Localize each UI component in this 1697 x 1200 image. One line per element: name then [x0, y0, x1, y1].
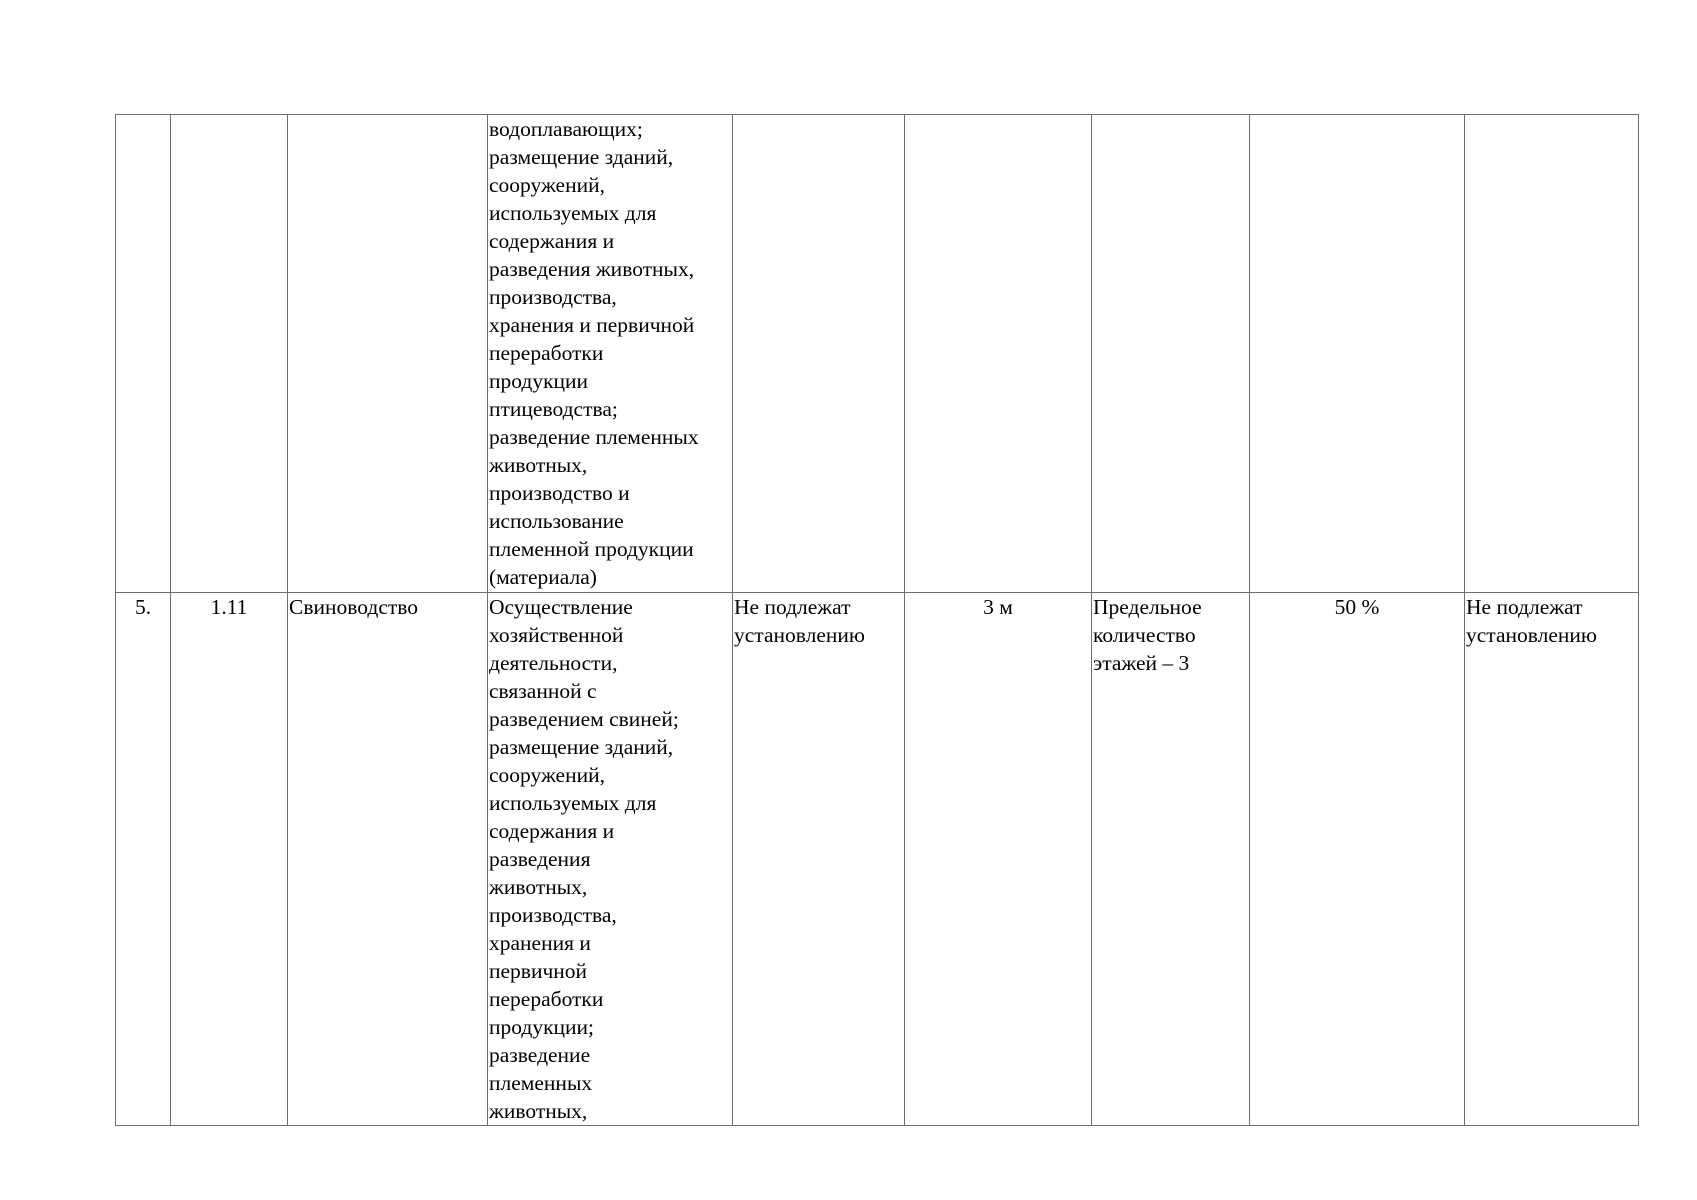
description-line: разведением свиней; [489, 707, 679, 731]
description-line: водоплавающих; [489, 117, 643, 141]
setback-cell: 3 м [905, 593, 1092, 1126]
other-params-line: Не подлежат [1466, 595, 1583, 619]
other-params-cell [1465, 593, 1639, 1126]
description-line: деятельности, [489, 651, 618, 675]
table-row [116, 593, 1639, 1126]
description-line: Осуществление [489, 595, 633, 619]
description-line: разведение [489, 1043, 591, 1067]
description-line: разведение племенных [489, 425, 699, 449]
description-line: переработки [489, 987, 604, 1011]
description-line: птицеводства; [489, 397, 618, 421]
description-line: используемых для [489, 201, 657, 225]
name-cell: Свиноводство [288, 593, 488, 1126]
row-number-cell: 5. [116, 593, 171, 1126]
land-use-table [115, 114, 1639, 1126]
description-line: содержания и [489, 229, 615, 253]
min-size-line: установлению [734, 623, 865, 647]
setback-cell [905, 115, 1092, 593]
description-line: продукции; [489, 1015, 595, 1039]
floors-line: этажей – 3 [1093, 651, 1190, 675]
description-line: производства, [489, 903, 617, 927]
description-line: использование [489, 509, 624, 533]
other-params-cell [1465, 115, 1639, 593]
description-line: разведения [489, 847, 591, 871]
coverage-cell: 50 % [1250, 593, 1465, 1126]
coverage-cell [1250, 115, 1465, 593]
table-row [116, 115, 1639, 593]
min-size-cell [733, 593, 905, 1126]
min-size-line: Не подлежат [734, 595, 851, 619]
description-cell [488, 593, 733, 1126]
row-number-cell [116, 115, 171, 593]
description-line: разведения животных, [489, 257, 695, 281]
min-size-cell [733, 115, 905, 593]
description-line: продукции [489, 369, 589, 393]
description-line: сооружений, [489, 173, 605, 197]
code-cell [171, 115, 288, 593]
description-line: животных, [489, 1099, 588, 1123]
description-line: первичной [489, 959, 588, 983]
floors-cell [1092, 593, 1250, 1126]
description-line: размещение зданий, [489, 145, 674, 169]
description-line: племенных [489, 1071, 593, 1095]
description-line: животных, [489, 875, 588, 899]
code-cell: 1.11 [171, 593, 288, 1126]
description-line: производства, [489, 285, 617, 309]
description-line: хранения и первичной [489, 313, 695, 337]
description-line: переработки [489, 341, 604, 365]
description-line: животных, [489, 453, 588, 477]
other-params-line: установлению [1466, 623, 1597, 647]
description-cell [488, 115, 733, 593]
description-line: хранения и [489, 931, 591, 955]
floors-line: Предельное [1093, 595, 1202, 619]
description-line: производство и [489, 481, 630, 505]
floors-line: количество [1093, 623, 1196, 647]
description-line: связанной с [489, 679, 597, 703]
floors-cell [1092, 115, 1250, 593]
description-line: сооружений, [489, 763, 605, 787]
description-line: размещение зданий, [489, 735, 674, 759]
description-line: хозяйственной [489, 623, 624, 647]
description-line: используемых для [489, 791, 657, 815]
description-line: содержания и [489, 819, 615, 843]
description-line: племенной продукции [489, 537, 694, 561]
description-line: (материала) [489, 565, 597, 589]
name-cell [288, 115, 488, 593]
